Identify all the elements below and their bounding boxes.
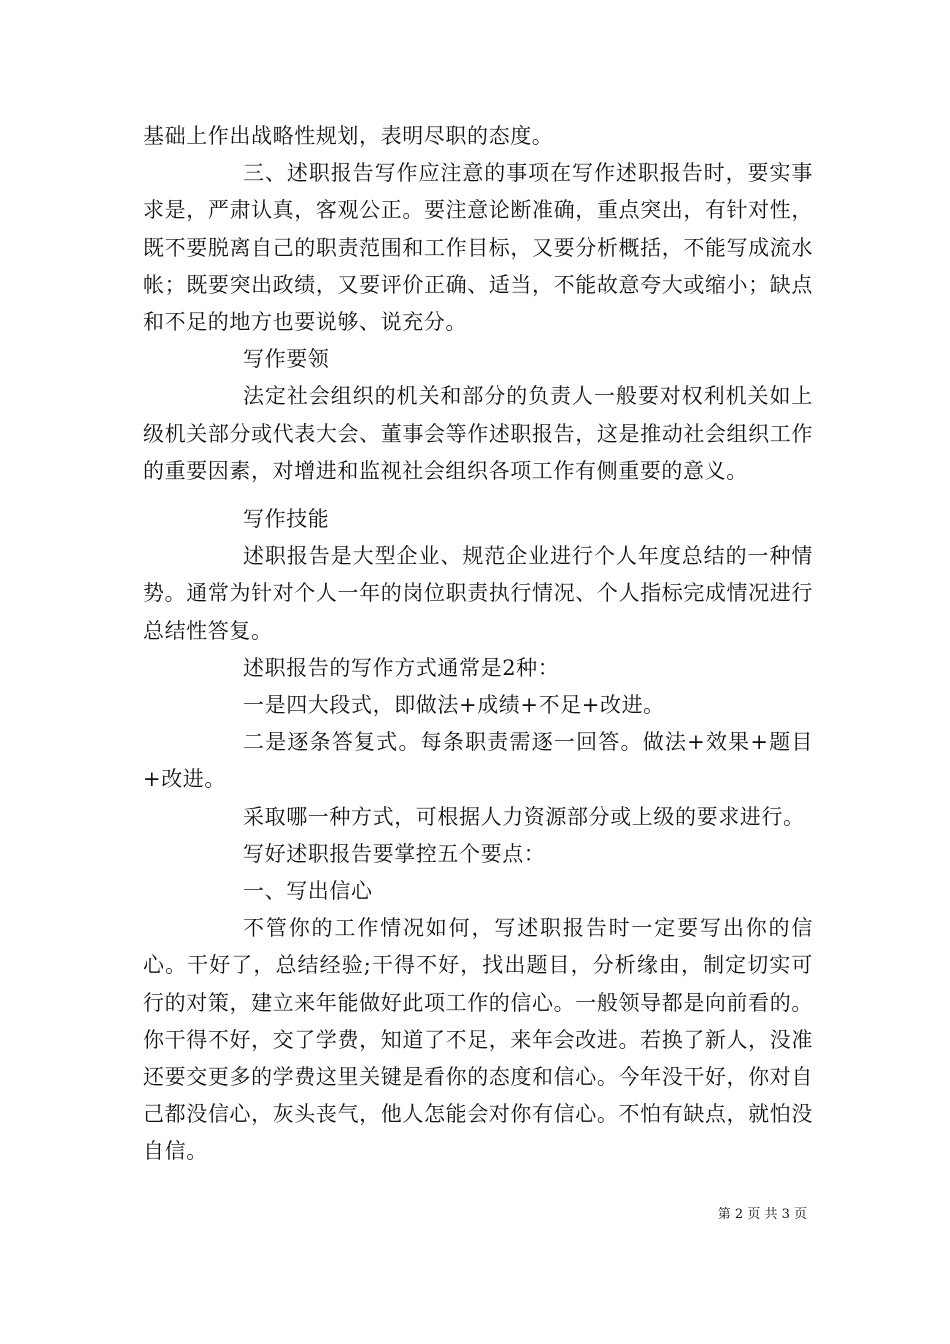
document-body	[143, 118, 813, 1171]
paragraph-five-points: 写好述职报告要掌控五个要点：	[243, 841, 546, 866]
paragraph-methods-intro: 述职报告的写作方式通常是2种：	[243, 655, 560, 680]
paragraph-essentials: 法定社会组织的机关和部分的负责人一般要对权利机关如上级机关部分或代表大会、董事会等作述职报告，这是推动社会组织工作的重要因素，对增进和监视社会组织各项工作有侧重要的意义。	[143, 384, 813, 483]
heading-writing-essentials: 写作要领	[243, 347, 330, 372]
paragraph-method-one: 一是四大段式，即做法+成绩+不足+改进。	[243, 693, 665, 718]
paragraph-section-three: 三、述职报告写作应注意的事项在写作述职报告时，要实事求是，严肃认真，客观公正。要注意论断准确，重点突出，有针对性，既不要脱离自己的职责范围和工作目标，又要分析概括，不能写成流水帐；既要突出政绩，又要评价正确、适当，不能故意夸大或缩小；缺点和不足的地方也要说够、说充分。	[143, 161, 813, 335]
paragraph-confidence: 不管你的工作情况如何，写述职报告时一定要写出你的信心。干好了，总结经验;干得不好，找出题目，分析缘由，制定切实可行的对策，建立来年能做好此项工作的信心。一般领导都是向前看的。你干得不好，交了学费，知道了不足，来年会改进。若换了新人，没准还要交更多的学费这里关键是看你的态度和信心。今年没干好，你对自己都没信心，灰头丧气，他人怎能会对你有信心。不怕有缺点，就怕没自信。	[143, 916, 813, 1164]
heading-write-confidence: 一、写出信心	[243, 879, 373, 904]
paragraph-method-choice: 采取哪一种方式，可根据人力资源部分或上级的要求进行。	[243, 804, 805, 829]
heading-writing-skills: 写作技能	[243, 507, 330, 532]
paragraph-continuation: 基础上作出战略性规划，表明尽职的态度。	[143, 124, 554, 148]
paragraph-skills: 述职报告是大型企业、规范企业进行个人年度总结的一种情势。通常为针对个人一年的岗位职责执行情况、个人指标完成情况进行总结性答复。	[143, 544, 813, 643]
paragraph-method-two: 二是逐条答复式。每条职责需逐一回答。做法+效果+题目+改进。	[143, 730, 813, 792]
page-number-footer: 第 2 页 共 3 页	[717, 1207, 807, 1222]
